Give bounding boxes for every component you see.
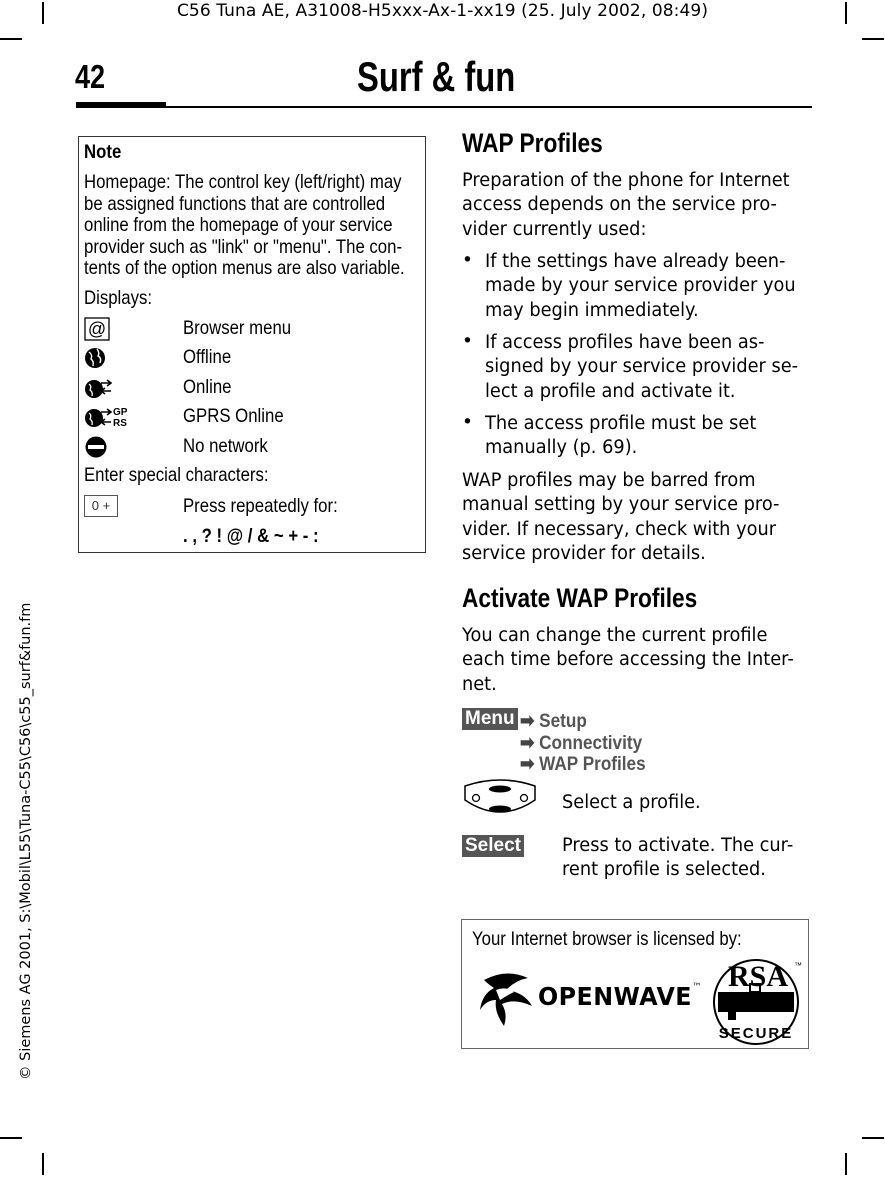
openwave-logo-icon (476, 970, 538, 1028)
bullet-line: may begin immediately. (485, 300, 699, 321)
bullet-line: manually (p. 69). (485, 437, 638, 458)
section-heading-activate-wap-profiles: Activate WAP Profiles (462, 583, 698, 613)
paragraph-line: service provider for details. (462, 543, 706, 564)
menu-path-connectivity: ➡ Connectivity (520, 732, 643, 754)
zero-plus-key-icon: 0 + (84, 495, 118, 517)
page-title: Surf & fun (357, 53, 516, 100)
display-label-online: Online (183, 376, 232, 398)
side-copyright: © Siemens AG 2001, S:\Mobil\L55\Tuna-C55\C56\c55_surf&fun.fm (18, 602, 34, 1080)
bullet-line: If access profiles have been as- (485, 332, 765, 353)
section-heading-wap-profiles: WAP Profiles (462, 128, 603, 158)
displays-label: Displays: (84, 287, 153, 309)
bullet-line: If the settings have already been- (485, 251, 786, 272)
license-box (461, 919, 809, 1049)
select-softkey: Select (462, 835, 524, 857)
paragraph-line: manual setting by your service pro- (462, 494, 780, 515)
openwave-wordmark: OPENWAVE™ (538, 982, 702, 1011)
bullet-line: The access profile must be set (485, 413, 757, 434)
svg-text:SECURE: SECURE (718, 1025, 794, 1042)
special-chars-list: . , ? ! @ / & ~ + - : (183, 525, 319, 547)
globe-icon (84, 346, 112, 370)
note-line: Homepage: The control key (left/right) may (84, 171, 402, 193)
crop-mark (0, 1137, 22, 1139)
note-line: online from the homepage of your service (84, 214, 393, 236)
note-line: provider such as "link" or "menu". The con- (84, 236, 403, 258)
crop-mark (42, 1153, 44, 1175)
globe-arrows-icon (84, 376, 112, 400)
display-label-browser-menu: Browser menu (183, 317, 292, 339)
menu-path-wap-profiles: ➡ WAP Profiles (520, 753, 646, 775)
display-label-offline: Offline (183, 346, 232, 368)
bullet-dot: • (462, 250, 473, 271)
special-chars-label: Enter special characters: (84, 464, 269, 486)
note-title: Note (84, 141, 122, 163)
paragraph-line: vider currently used: (462, 219, 647, 240)
paragraph-line: vider. If necessary, check with your (462, 519, 777, 540)
display-label-no-network: No network (183, 435, 268, 457)
crop-mark (862, 1137, 884, 1139)
crop-mark (0, 38, 22, 40)
bullet-dot: • (462, 331, 473, 352)
display-label-gprs-online: GPRS Online (183, 405, 284, 427)
page-number: 42 (75, 58, 106, 95)
paragraph-line: You can change the current profile (462, 625, 768, 646)
svg-text:GP: GP (113, 407, 128, 418)
paragraph-line: access depends on the service pro- (462, 194, 777, 215)
svg-text:™: ™ (794, 961, 802, 970)
running-header: C56 Tuna AE, A31008-H5xxx-Ax-1-xx19 (25. July 2002, 08:49) (176, 1, 709, 21)
bullet-line: lect a profile and activate it. (485, 381, 736, 402)
menu-softkey: Menu (462, 708, 518, 730)
key-instruction: Press repeatedly for: (183, 495, 338, 517)
crop-mark (845, 1153, 847, 1175)
select-instruction-line: Press to activate. The cur- (562, 835, 794, 856)
select-profile-text: Select a profile. (562, 792, 701, 813)
globe-gprs-icon (84, 405, 140, 429)
paragraph-line: each time before accessing the Inter- (462, 649, 794, 670)
paragraph-line: Preparation of the phone for Internet (462, 170, 790, 191)
select-instruction-line: rent profile is selected. (562, 859, 766, 880)
menu-path-setup: ➡ Setup (520, 710, 587, 732)
note-box (78, 136, 426, 553)
control-key-icon (462, 778, 538, 822)
license-text: Your Internet browser is licensed by: (472, 928, 742, 950)
paragraph-line: WAP profiles may be barred from (462, 470, 756, 491)
bullet-line: made by your service provider you (485, 275, 796, 296)
header-rule (76, 106, 812, 108)
crop-mark (862, 38, 884, 40)
paragraph-line: net. (462, 674, 497, 695)
bullet-dot: • (462, 412, 473, 433)
note-line: be assigned functions that are controlled (84, 193, 386, 215)
svg-text:RS: RS (113, 418, 127, 429)
bullet-line: signed by your service provider se- (485, 356, 799, 377)
note-line: tents of the option menus are also variable. (84, 257, 405, 279)
svg-text:RSA: RSA (727, 960, 789, 993)
rsa-secure-logo-icon (710, 956, 802, 1046)
at-sign-icon (84, 317, 112, 341)
no-entry-icon (84, 435, 112, 459)
svg-text:@: @ (87, 319, 107, 339)
